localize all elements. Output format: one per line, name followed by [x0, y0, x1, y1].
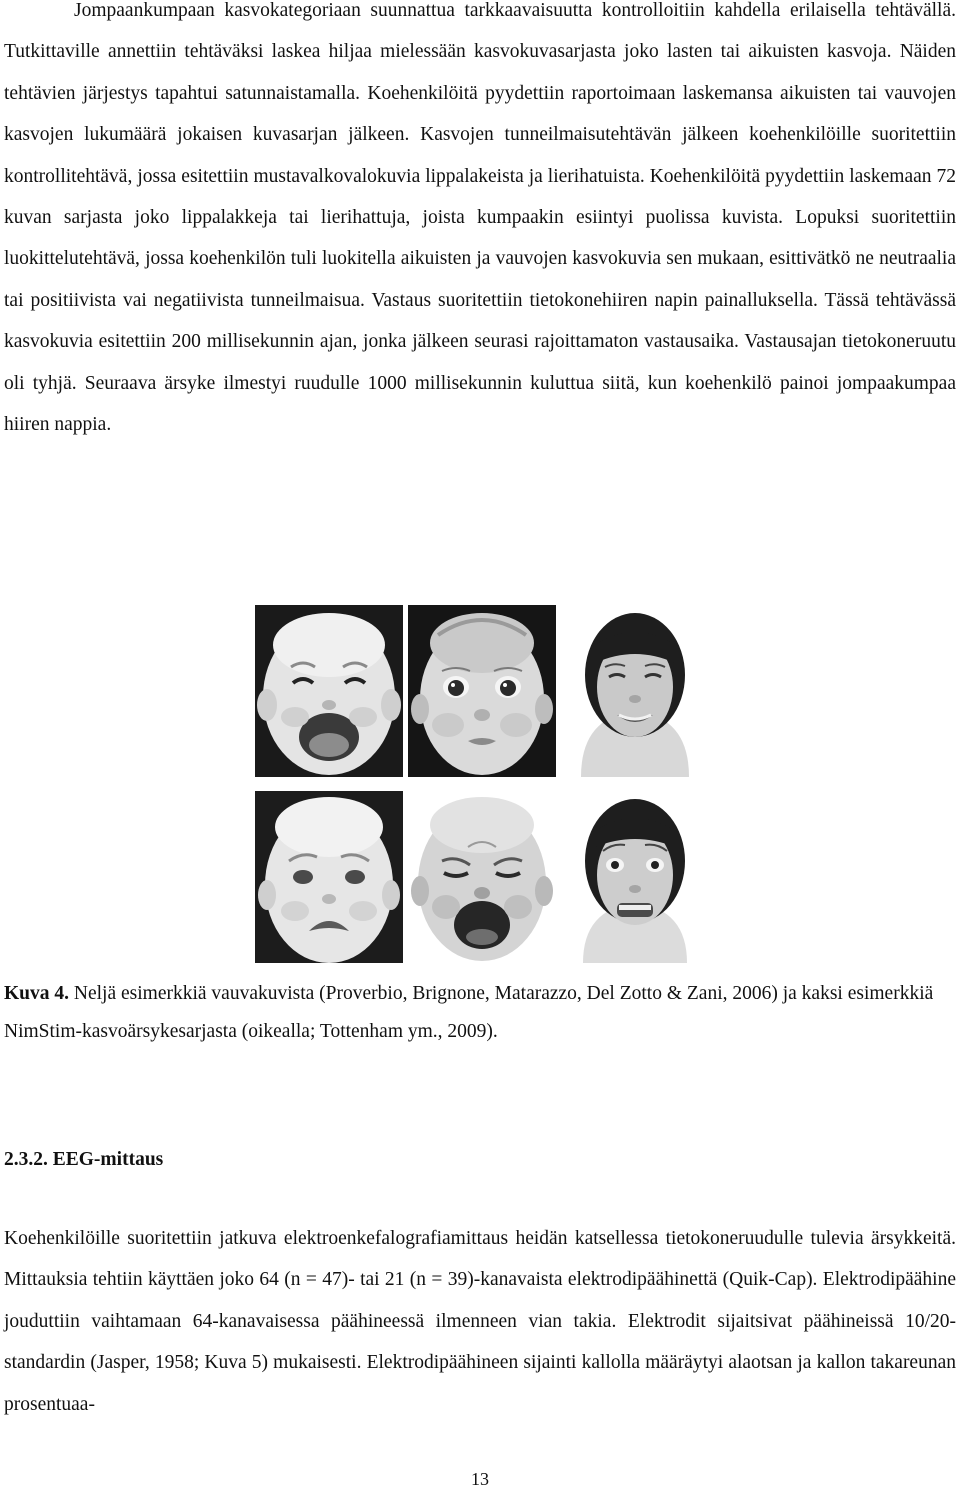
- figure-caption-text: Neljä esimerkkiä vauvakuvista (Proverbio, Brignone, Matarazzo, Del Zotto & Zani, 2006) ja kaksi esimerkkiä NimStim-kasvoärsykesarjasta (oikealla; Tottenham ym., 2009).: [4, 983, 934, 1042]
- face-photo-smiling-woman: [561, 605, 709, 777]
- face-photo-sad-baby: [255, 791, 403, 963]
- figure-face-examples: [255, 605, 710, 965]
- smiling-baby-image: [255, 605, 403, 777]
- body-paragraph-2: Koehenkilöille suoritettiin jatkuva elektroenkefalografiamittaus heidän katsellessa tietokoneruudulle tulevia ärsykkeitä. Mittauksia tehtiin käyttäen joko 64 (n = 47)- tai 21 (n = 39)-kanavaista elektrodipäähinettä (Quik-Cap). Elektrodipäähine jouduttiin vaihtamaan 64-kanavaisessa päähineessä ilmenneen vian takia. Elektrodit sijaitsivat päähineissä 10/20-standardin (Jasper, 1958; Kuva 5) mukaisesti. Elektrodipäähineen sijainti kallolla määräytyi alaotsan ja kallon takareunan prosentuaa-: [4, 1228, 956, 1415]
- crying-baby-image: [408, 791, 556, 963]
- face-photo-neutral-baby: [408, 605, 556, 777]
- face-photo-fearful-woman: [561, 791, 709, 963]
- sad-baby-image: [255, 791, 403, 963]
- face-photo-crying-baby: [408, 791, 556, 963]
- body-paragraph-1: Jompaankumpaan kasvokategoriaan suunnattua tarkkaavaisuutta kontrolloitiin kahdella erilaisella tehtävällä. Tutkittaville annettiin tehtäväksi laskea hiljaa mielessään kasvokuvasarjasta joko lasten tai aikuisten kasvoja. Näiden tehtävien järjestys tapahtui satunnaistamalla. Koehenkilöitä pyydettiin raportoimaan laskemansa aikuisten tai vauvojen kasvojen lukumäärä jokaisen kuvasarjan jälkeen. Kasvojen tunneilmaisutehtävän jälkeen koehenkilöille suoritettiin kontrollitehtävä, jossa esitettiin mustavalkovalokuvia lippalakeista ja lierihatuista. Koehenkilöitä pyydettiin laskemaan 72 kuvan sarjasta joko lippalakkeja tai lierihattuja, joista kumpaakin esiintyi puolissa kuvista. Lopuksi suoritettiin luokittelutehtävä, jossa koehenkilön tuli luokitella aikuisten ja vauvojen kasvokuvia sen mukaan, esittivätkö ne neutraalia tai positiivista vai negatiivista tunneilmaisua. Vastaus suoritettiin tietokonehiiren napin painalluksella. Tässä tehtävässä kasvokuvia esitettiin 200 millisekunnin ajan, jonka jälkeen seurasi rajoittamaton vastausaika. Vastausajan tietokoneruutu oli tyhjä. Seuraava ärsyke ilmestyi ruudulle 1000 millisekunnin kuluttua siitä, kun koehenkilö painoi jompaakumpaa hiiren nappia.: [4, 0, 956, 436]
- fearful-woman-image: [561, 791, 709, 963]
- page-number: 13: [471, 1469, 489, 1489]
- figure-caption: [4, 975, 956, 1051]
- section-heading: 2.3.2. EEG-mittaus: [4, 1149, 164, 1170]
- neutral-baby-image: [408, 605, 556, 777]
- figure-caption-label: Kuva 4.: [4, 983, 70, 1004]
- smiling-woman-image: [561, 605, 709, 777]
- face-photo-smiling-baby: [255, 605, 403, 777]
